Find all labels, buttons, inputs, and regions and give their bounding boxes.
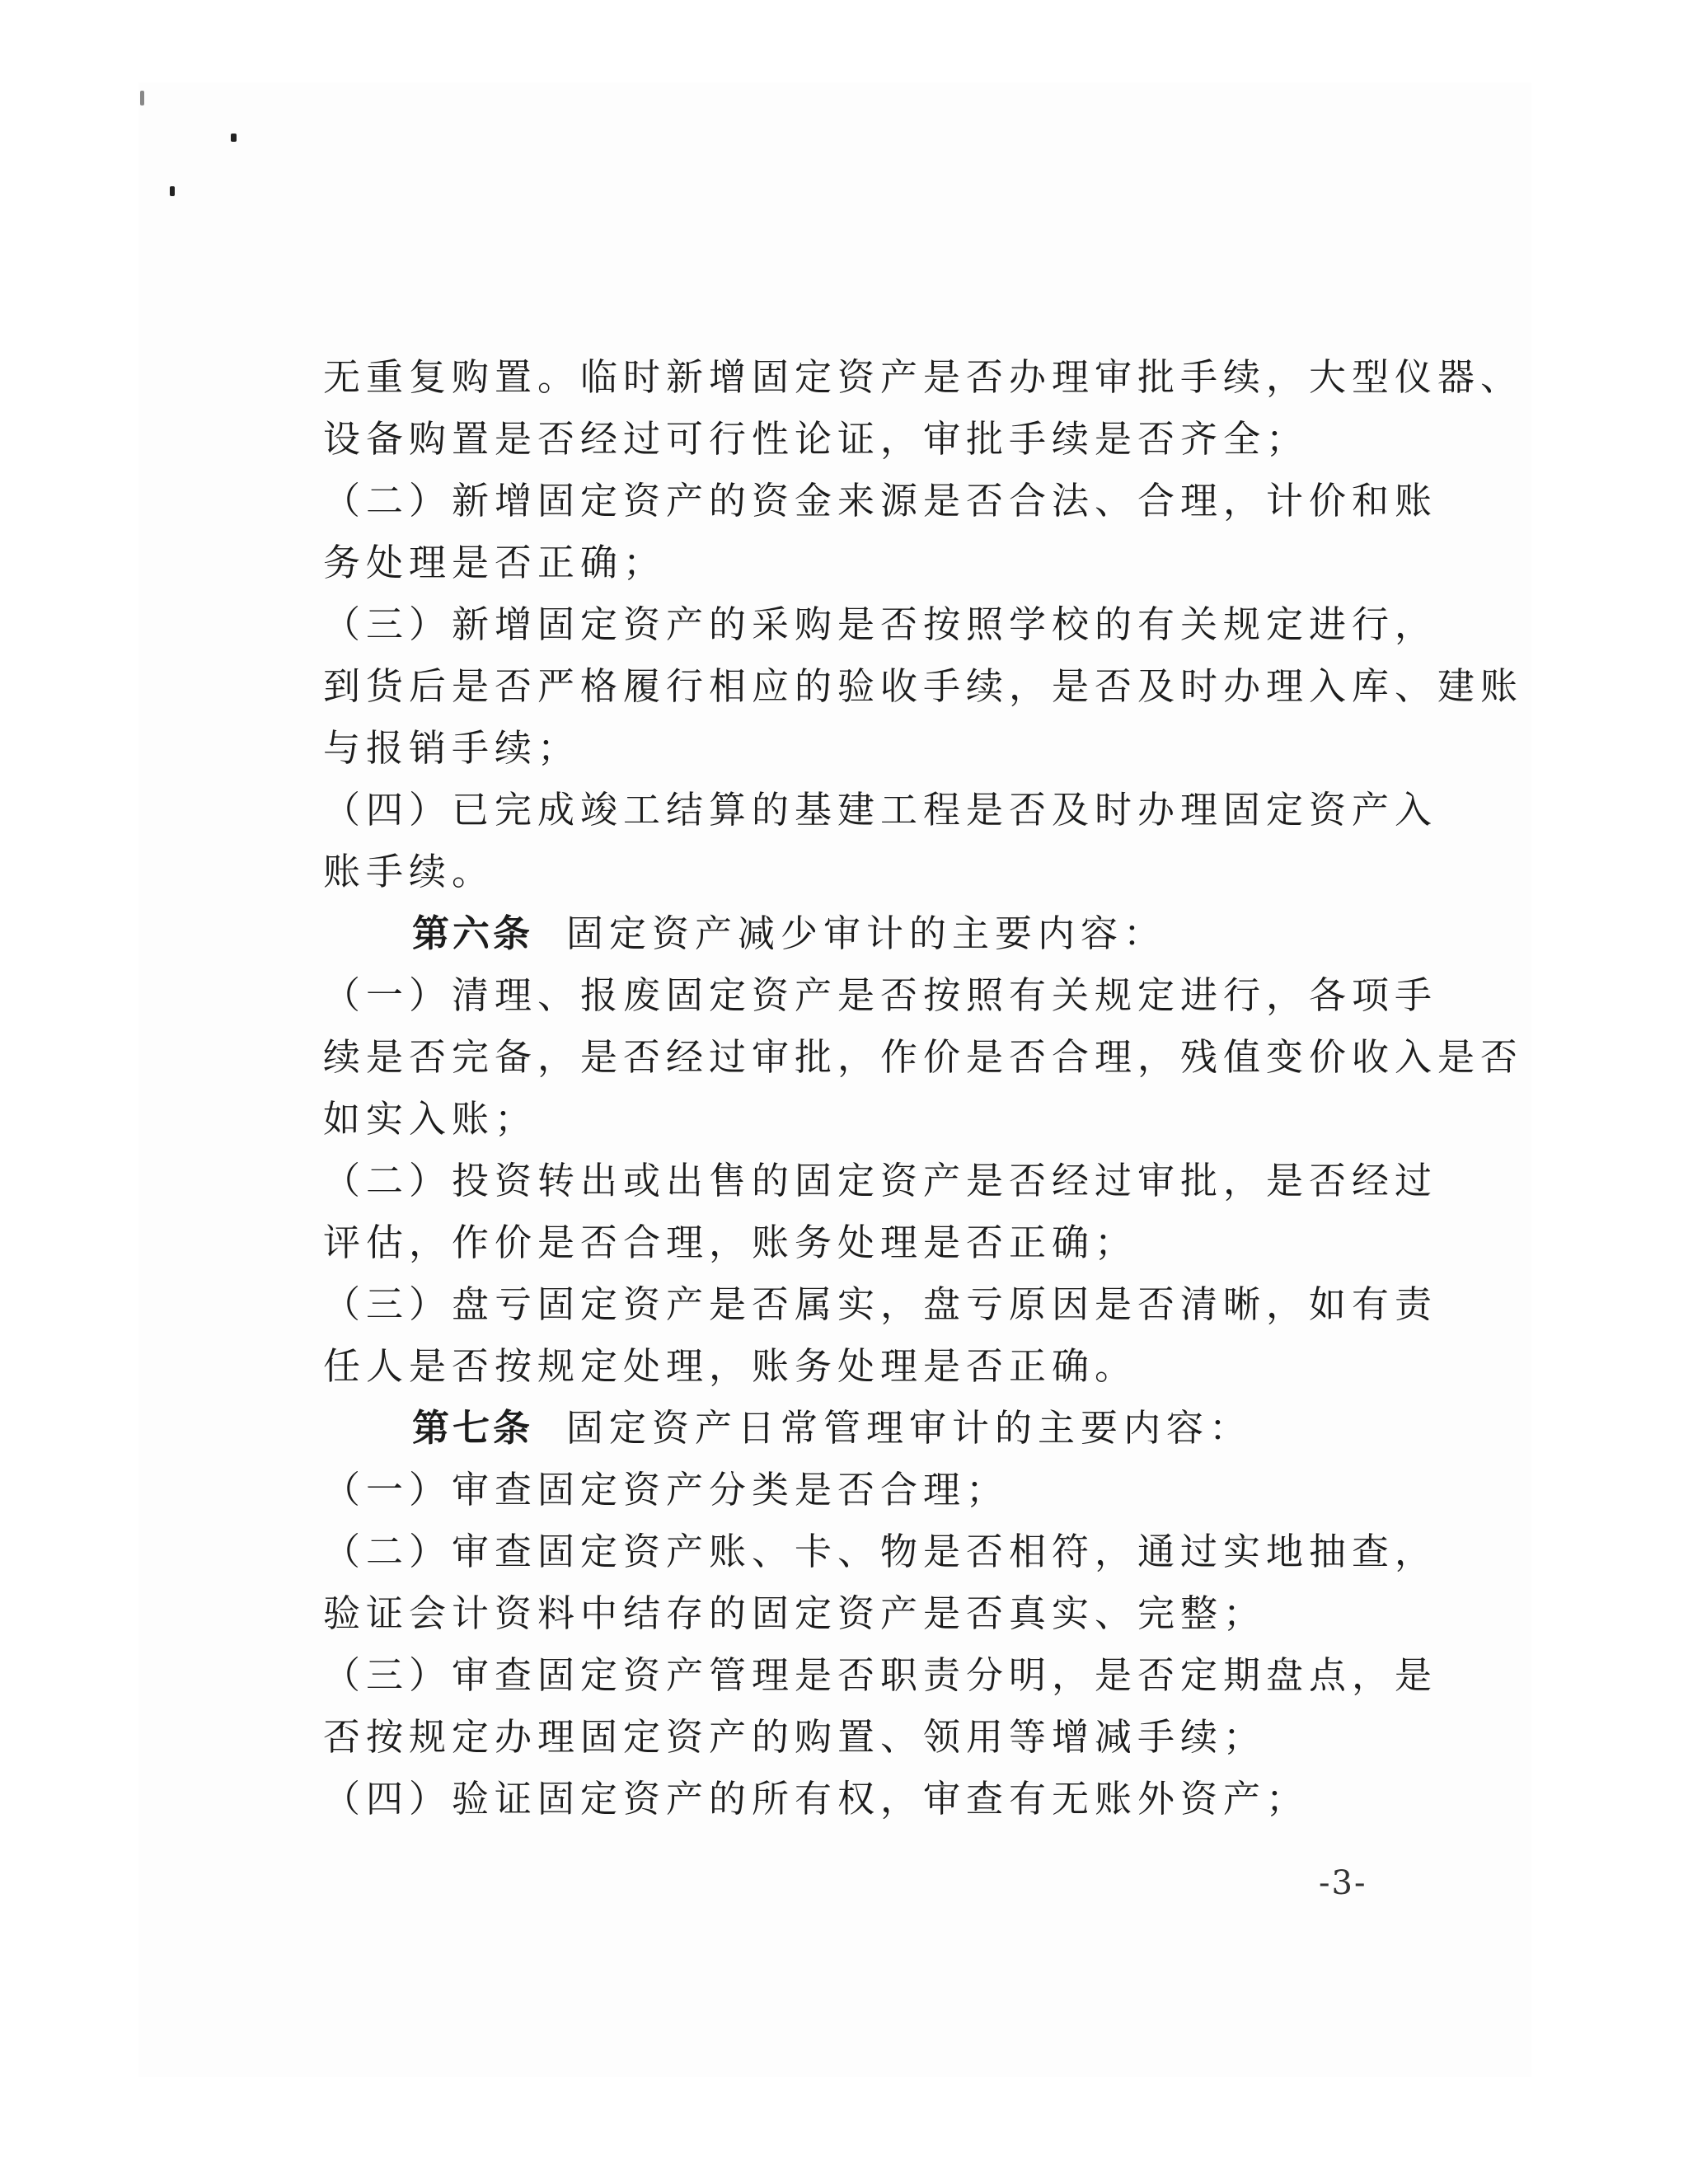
paragraph-line: （四）验证固定资产的所有权，审查有无账外资产； (323, 1777, 1310, 1821)
paragraph-line: 续是否完备，是否经过审批，作价是否合理，残值变价收入是否 (323, 1035, 1524, 1079)
article-7-heading (323, 1397, 1386, 1459)
paragraph-line: （三）审查固定资产管理是否职责分明，是否定期盘点，是 (323, 1653, 1438, 1697)
page-number: -3- (1319, 1864, 1367, 1902)
scan-speck (231, 134, 237, 142)
paragraph-line: （三）新增固定资产的采购是否按照学校的有关规定进行， (323, 602, 1438, 646)
paragraph-line: （二）新增固定资产的资金来源是否合法、合理，计价和账 (323, 479, 1438, 523)
paragraph-line: （三）盘亏固定资产是否属实，盘亏原因是否清晰，如有责 (323, 1282, 1438, 1326)
paragraph-line: 务处理是否正确； (323, 541, 667, 584)
document-body (323, 346, 1524, 1830)
article-6-label: 第六条 (412, 912, 534, 955)
paragraph-line: 设备购置是否经过可行性论证，审批手续是否齐全； (323, 417, 1310, 461)
paragraph-line: （二）投资转出或出售的固定资产是否经过审批，是否经过 (323, 1159, 1438, 1202)
article-7-title: 固定资产日常管理审计的主要内容： (566, 1406, 1253, 1450)
scan-speck (140, 91, 144, 105)
paragraph-line: （一）清理、报废固定资产是否按照有关规定进行，各项手 (323, 973, 1438, 1017)
paragraph-line: （二）审查固定资产账、卡、物是否相符，通过实地抽查， (323, 1530, 1438, 1573)
article-7-label: 第七条 (412, 1406, 534, 1450)
paragraph-line: 否按规定办理固定资产的购置、领用等增减手续； (323, 1715, 1267, 1759)
article-6-title: 固定资产减少审计的主要内容： (566, 912, 1167, 955)
paragraph-line: 与报销手续； (323, 726, 581, 770)
paragraph-line: 评估，作价是否合理，账务处理是否正确； (323, 1221, 1138, 1264)
paragraph-line: 验证会计资料中结存的固定资产是否真实、完整； (323, 1591, 1267, 1635)
paragraph-line: （一）审查固定资产分类是否合理； (323, 1468, 1010, 1511)
paragraph-line: 到货后是否严格履行相应的验收手续，是否及时办理入库、建账 (323, 664, 1524, 708)
paragraph-line: 如实入账； (323, 1097, 538, 1141)
paragraph-line: 无重复购置。临时新增固定资产是否办理审批手续，大型仪器、 (323, 355, 1524, 399)
scan-speck (170, 186, 175, 196)
article-6-heading (323, 902, 1386, 964)
paragraph-line: 账手续。 (323, 850, 495, 893)
paragraph-line: （四）已完成竣工结算的基建工程是否及时办理固定资产入 (323, 788, 1438, 832)
paragraph-line: 任人是否按规定处理，账务处理是否正确。 (323, 1344, 1138, 1388)
